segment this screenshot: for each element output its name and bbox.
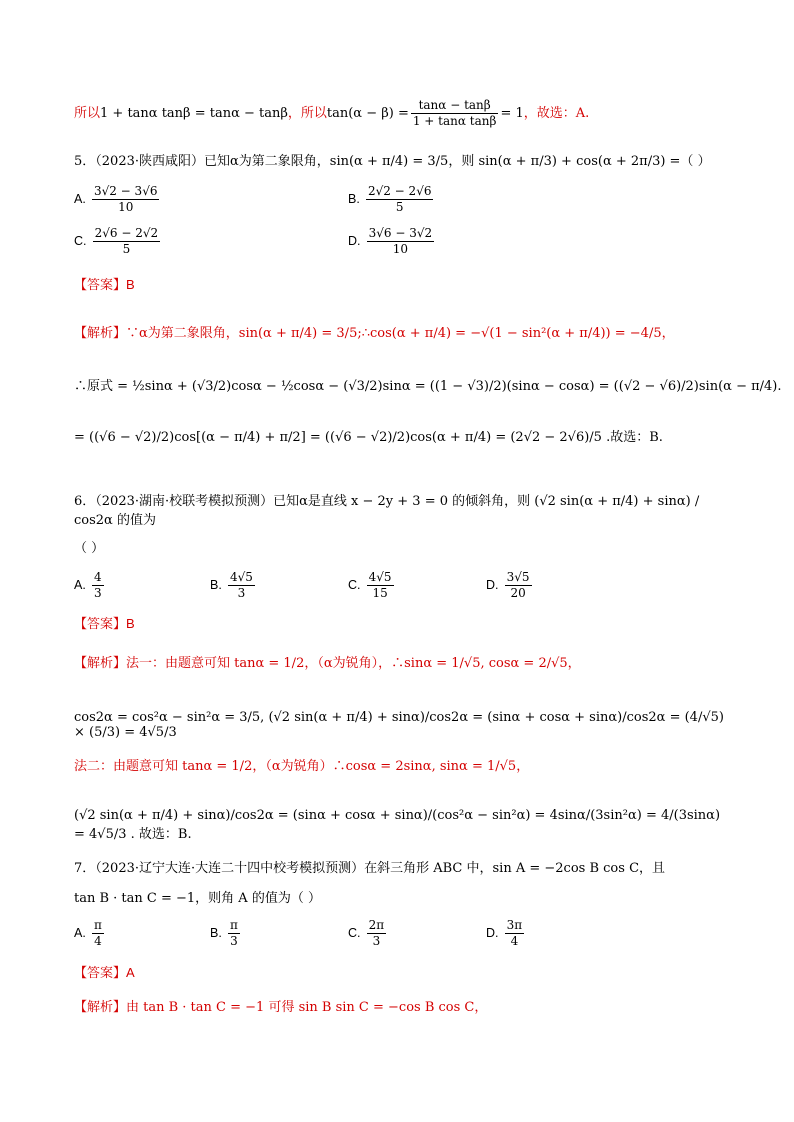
- q7-answer: 【答案】A: [74, 965, 135, 980]
- q7-option-c[interactable]: C. $\frac{2\pi}{3}$: [348, 918, 385, 948]
- q7-stem-2: tan B · tan C = −1，则角 A 的值为（ ）: [74, 891, 321, 906]
- q6-answer: 【答案】B: [74, 616, 135, 631]
- q6-paren: （ ）: [74, 541, 105, 556]
- q6-solution-4: (√2 sin(α + π/4) + sinα)/cos2α = (sinα + cosα + sinα)/(cos²α − sin²α) = 4sinα/(3sin²α) = 4/(3sinα) = 4√5/3 . 故选：B.: [74, 808, 721, 842]
- q6-option-c[interactable]: C. $\frac{4√5}{15}$: [348, 570, 392, 600]
- q6-option-d[interactable]: D. $\frac{3√5}{20}$: [486, 570, 530, 600]
- q6-stem: 6．（2023·湖南·校联考模拟预测）已知α是直线 x − 2y + 3 = 0 的倾斜角，则 (√2 sin(α + π/4) + sinα) / cos2α 的值为: [74, 494, 700, 528]
- fraction: $\frac{\tan\alpha - \tan\beta}{\text{1 + tanα tanβ}}$: [412, 98, 497, 128]
- q5-solution-3: = ((√6 − √2)/2)cos[(α − π/4) + π/2] = ((√6 − √2)/2)cos(α + π/4) = (2√2 − 2√6)/5 .故选：B.: [74, 430, 663, 445]
- q5-option-a[interactable]: A. $\frac{3√2 - 3√6}{10}$: [74, 184, 158, 214]
- q7-stem: 7．（2023·辽宁大连·大连二十四中校考模拟预测）在斜三角形 ABC 中，sin A = −2cos B cos C，且: [74, 861, 666, 876]
- q5-solution-2: ∴原式 = ½sinα + (√3/2)cosα − ½cosα − (√3/2)sinα = ((1 − √3)/2)(sinα − cosα) = ((√2 − √6)/2)sin(α − π/4).: [74, 379, 782, 394]
- q5-option-d[interactable]: D. $\frac{3√6 - 3√2}{10}$: [348, 226, 433, 256]
- q6-solution-3: 法二：由题意可知 tanα = 1/2，（α为锐角）∴cosα = 2sinα, sinα = 1/√5，: [74, 759, 530, 774]
- q7-option-a[interactable]: A. $\frac{\pi}{4}$: [74, 918, 102, 948]
- q5-option-b[interactable]: B. $\frac{2√2 - 2√6}{5}$: [348, 184, 432, 214]
- q7-solution-1: 【解析】由 tan B · tan C = −1 可得 sin B sin C = −cos B cos C，: [74, 1000, 488, 1015]
- q7-option-b[interactable]: B. $\frac{\pi}{3}$: [210, 918, 238, 948]
- prev-solution-line: 所以1 + tanα tanβ = tanα − tanβ，所以tan(α − β) = $\frac{\tan\alpha - \tan\beta}{\text{1 + tanα tanβ}}$ = 1，故选：A.: [74, 98, 590, 128]
- q6-solution-1: 【解析】法一：由题意可知 tanα = 1/2，（α为锐角），∴sinα = 1/√5, cosα = 2/√5，: [74, 656, 581, 671]
- q5-answer: 【答案】B: [74, 277, 135, 292]
- q6-solution-2: cos2α = cos²α − sin²α = 3/5, (√2 sin(α + π/4) + sinα)/cos2α = (sinα + cosα + sinα)/cos2α = (4/√5) × (5/3) = 4√5/3: [74, 710, 724, 740]
- q7-option-d[interactable]: D. $\frac{3\pi}{4}$: [486, 918, 523, 948]
- q6-option-b[interactable]: B. $\frac{4√5}{3}$: [210, 570, 253, 600]
- q5-solution-1: 【解析】∵α为第二象限角，sin(α + π/4) = 3/5;∴cos(α + π/4) = −√(1 − sin²(α + π/4)) = −4/5，: [74, 326, 675, 341]
- q5-option-c[interactable]: C. $\frac{2√6 - 2√2}{5}$: [74, 226, 159, 256]
- q6-option-a[interactable]: A. $\frac{4}{3}$: [74, 570, 102, 600]
- q5-stem: 5．（2023·陕西咸阳）已知α为第二象限角，sin(α + π/4) = 3/5，则 sin(α + π/3) + cos(α + 2π/3) =（ ）: [74, 154, 711, 169]
